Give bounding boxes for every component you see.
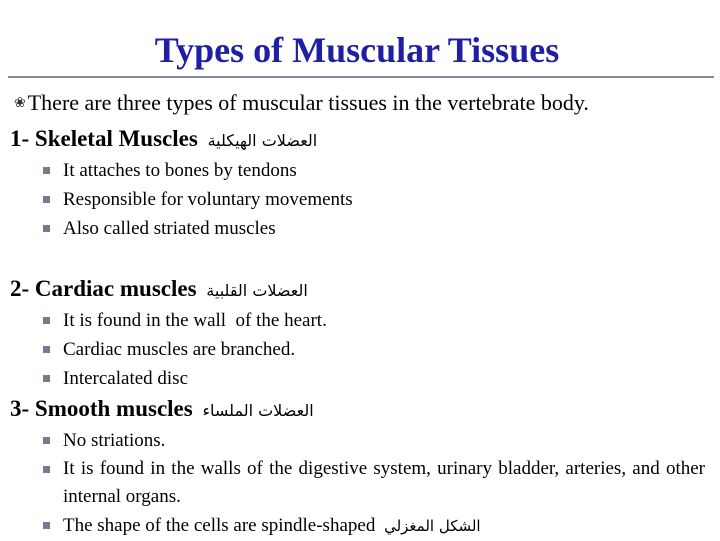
list-item <box>40 455 705 511</box>
square-bullet-icon <box>43 375 50 382</box>
list-item <box>40 185 353 214</box>
section-heading-arabic: العضلات الهيكلية <box>207 131 318 150</box>
square-bullet-icon <box>43 196 50 203</box>
section-heading-arabic: العضلات القلبية <box>206 281 308 300</box>
list-item <box>40 335 327 364</box>
square-bullet-icon <box>43 522 50 529</box>
section-heading-text: 2- Cardiac muscles <box>10 276 197 301</box>
bullet-text: The shape of the cells are spindle-shaped <box>63 515 376 536</box>
bullet-text: No striations. <box>63 430 166 451</box>
smooth-bullet-list <box>40 426 705 541</box>
title-divider <box>8 76 714 78</box>
list-item <box>40 214 353 243</box>
list-item <box>40 156 353 185</box>
bullet-text: Responsible for voluntary movements <box>63 189 353 210</box>
cardiac-bullet-list <box>40 306 327 393</box>
square-bullet-icon <box>43 225 50 232</box>
bullet-text: It is found in the walls of the digestive system, urinary bladder, arteries, and other internal organs. <box>63 458 705 507</box>
list-item <box>40 306 327 335</box>
list-item <box>40 364 327 393</box>
square-bullet-icon <box>43 167 50 174</box>
section-heading-smooth <box>10 394 314 426</box>
section-heading-text: 3- Smooth muscles <box>10 396 193 421</box>
square-bullet-icon <box>43 346 50 353</box>
section-heading-skeletal <box>10 124 317 156</box>
bullet-text: Also called striated muscles <box>63 218 276 239</box>
bullet-text: It is found in the wall of the heart. <box>63 310 327 331</box>
bullet-text: Cardiac muscles are branched. <box>63 339 296 360</box>
intro-line <box>14 89 589 118</box>
section-heading-arabic: العضلات الملساء <box>202 401 314 420</box>
bullet-text: It attaches to bones by tendons <box>63 160 297 181</box>
list-item <box>40 511 705 541</box>
square-bullet-icon <box>43 466 50 473</box>
bullet-text: Intercalated disc <box>63 368 189 389</box>
section-heading-text: 1- Skeletal Muscles <box>10 126 198 151</box>
slide-title: Types of Muscular Tissues <box>154 30 560 70</box>
square-bullet-icon <box>43 317 50 324</box>
ribbon-bullet-icon: ❀ <box>14 96 26 111</box>
intro-text: There are three types of muscular tissues in the vertebrate body. <box>27 90 589 115</box>
bullet-arabic-text: الشكل المغزلي <box>384 517 481 535</box>
square-bullet-icon <box>43 437 50 444</box>
section-heading-cardiac <box>10 274 308 306</box>
skeletal-bullet-list <box>40 156 353 243</box>
list-item <box>40 426 705 455</box>
